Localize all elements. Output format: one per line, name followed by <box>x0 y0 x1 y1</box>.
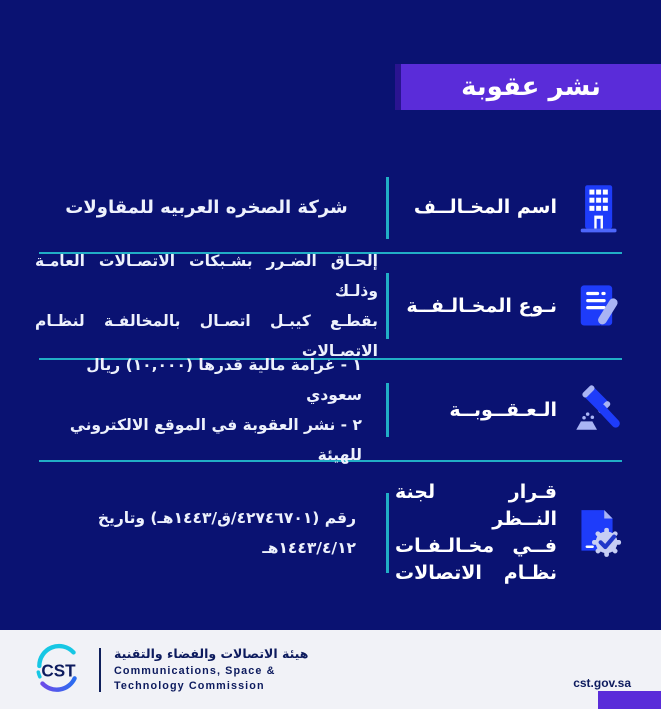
value-line: إلحـاق الضـرر بشـبكات الاتصـالات العامـة وذلـك <box>35 252 378 300</box>
row-penalty <box>0 356 661 464</box>
org-names <box>114 646 308 693</box>
label-accent-bar <box>386 273 389 339</box>
row-value <box>0 350 378 470</box>
website-url: cst.gov.sa <box>573 675 631 690</box>
row-label: الـعـقــوبــة <box>449 398 557 421</box>
info-rows <box>0 163 661 604</box>
row-label: نـوع المخـالـفــة <box>406 294 557 317</box>
row-label: اسم المخـالــف <box>413 196 557 218</box>
value-line: رقم (٤٢٧٤٦٧٠١/ق/١٤٤٣هـ) وتاريخ ١٤٤٣/٤/١٢هـ <box>97 509 356 557</box>
label-accent-bar <box>386 383 389 437</box>
cst-logo-text: CST <box>41 660 76 680</box>
label-accent-bar <box>386 493 389 573</box>
decision-document-icon <box>569 504 625 562</box>
row-value <box>0 193 378 223</box>
org-name-english-line1: Communications, Space & <box>114 665 276 677</box>
value-line: ١ - غرامة مالية قدرها (١٠,٠٠٠) ريال سعودي <box>86 356 362 404</box>
value-line: ٢ - نشر العقوبة في الموقع الالكتروني للهيئة <box>69 416 362 464</box>
cst-logo <box>30 642 86 698</box>
row-label: قـرار لجنة النــظر فــي مخـالـفـات نظـام الاتصالات <box>395 481 557 584</box>
label-accent-bar <box>386 177 389 239</box>
value-line: شركة الصخره العربيه للمقاولات <box>65 196 348 218</box>
row-violator-name <box>0 163 661 252</box>
row-value <box>0 503 378 563</box>
row-violation-type <box>0 254 661 358</box>
footer <box>0 630 661 709</box>
org-name-arabic: هيئة الاتصالات والفضاء والتقنية <box>114 646 309 661</box>
document-pen-icon <box>569 277 625 335</box>
banner <box>395 64 661 110</box>
gavel-icon <box>569 381 625 439</box>
value-line: بقطـع كيبـل اتصـال بالمخالفـة لنظـام الاتصـالات <box>35 312 378 360</box>
row-value <box>0 246 378 366</box>
corner-accent <box>598 691 661 709</box>
building-icon <box>569 179 625 237</box>
row-decision <box>0 462 661 604</box>
org-name-english-line2: Technology Commission <box>114 679 265 692</box>
banner-title: نشر عقوبة <box>461 72 601 102</box>
footer-divider <box>99 648 101 692</box>
